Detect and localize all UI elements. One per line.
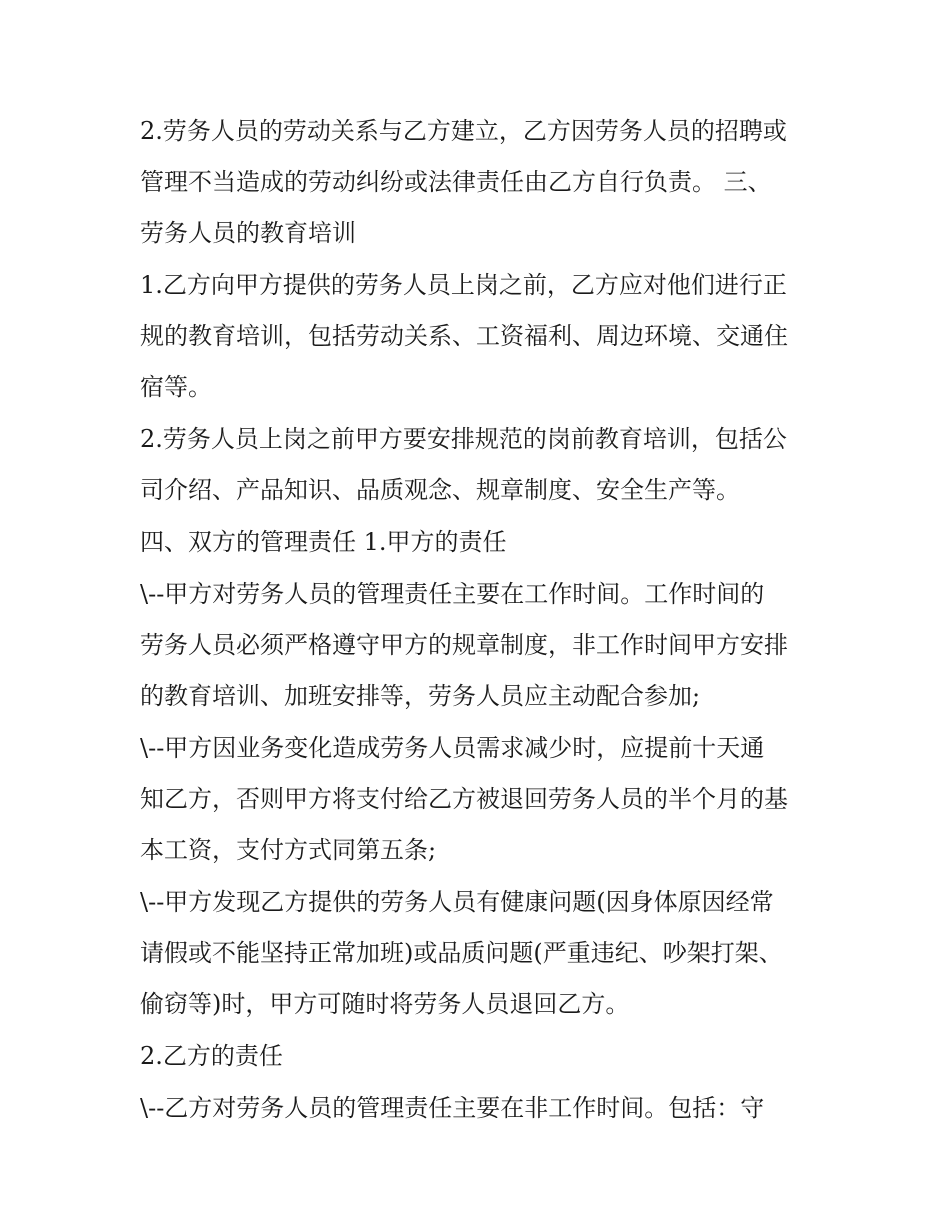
section-heading-management	[140, 517, 820, 568]
paragraph-party-b-1	[140, 1083, 820, 1134]
subheading-party-b	[140, 1031, 820, 1082]
text-line: 本工资，支付方式同第五条;	[140, 836, 437, 864]
text-line: 劳务人员必须严格遵守甲方的规章制度，非工作时间甲方安排	[140, 631, 788, 659]
text-line: 的教育培训、加班安排等，劳务人员应主动配合参加;	[140, 682, 701, 710]
text-line: \--甲方发现乙方提供的劳务人员有健康问题(因身体原因经常	[140, 888, 774, 916]
text-line: 1.乙方向甲方提供的劳务人员上岗之前，乙方应对他们进行正	[140, 271, 787, 299]
paragraph-training-2	[140, 414, 820, 516]
text-line: 司介绍、产品知识、品质观念、规章制度、安全生产等。	[140, 476, 740, 504]
paragraph-party-a-3	[140, 877, 820, 1030]
text-line: 四、双方的管理责任 1.甲方的责任	[140, 528, 507, 556]
paragraph-party-a-2	[140, 723, 820, 876]
text-line: \--甲方因业务变化造成劳务人员需求减少时，应提前十天通	[140, 734, 765, 762]
text-line: 管理不当造成的劳动纠纷或法律责任由乙方自行负责。 三、	[140, 168, 772, 196]
text-line: 劳务人员的教育培训	[140, 219, 356, 247]
text-line: 2.劳务人员上岗之前甲方要安排规范的岗前教育培训，包括公	[140, 425, 787, 453]
document-body	[140, 106, 820, 1135]
text-line: 请假或不能坚持正常加班)或品质问题(严重违纪、吵架打架、	[140, 939, 783, 967]
text-line: 2.乙方的责任	[140, 1042, 283, 1070]
text-line: 偷窃等)时，甲方可随时将劳务人员退回乙方。	[140, 990, 630, 1018]
text-line: 宿等。	[140, 373, 212, 401]
text-line: 知乙方，否则甲方将支付给乙方被退回劳务人员的半个月的基	[140, 785, 788, 813]
text-line: 2.劳务人员的劳动关系与乙方建立，乙方因劳务人员的招聘或	[140, 117, 787, 145]
text-line: 规的教育培训，包括劳动关系、工资福利、周边环境、交通住	[140, 322, 788, 350]
paragraph-party-a-1	[140, 569, 820, 722]
paragraph-training-1	[140, 260, 820, 413]
paragraph-labor-relation	[140, 106, 820, 259]
text-line: \--甲方对劳务人员的管理责任主要在工作时间。工作时间的	[140, 580, 765, 608]
text-line: \--乙方对劳务人员的管理责任主要在非工作时间。包括：守	[140, 1094, 765, 1122]
